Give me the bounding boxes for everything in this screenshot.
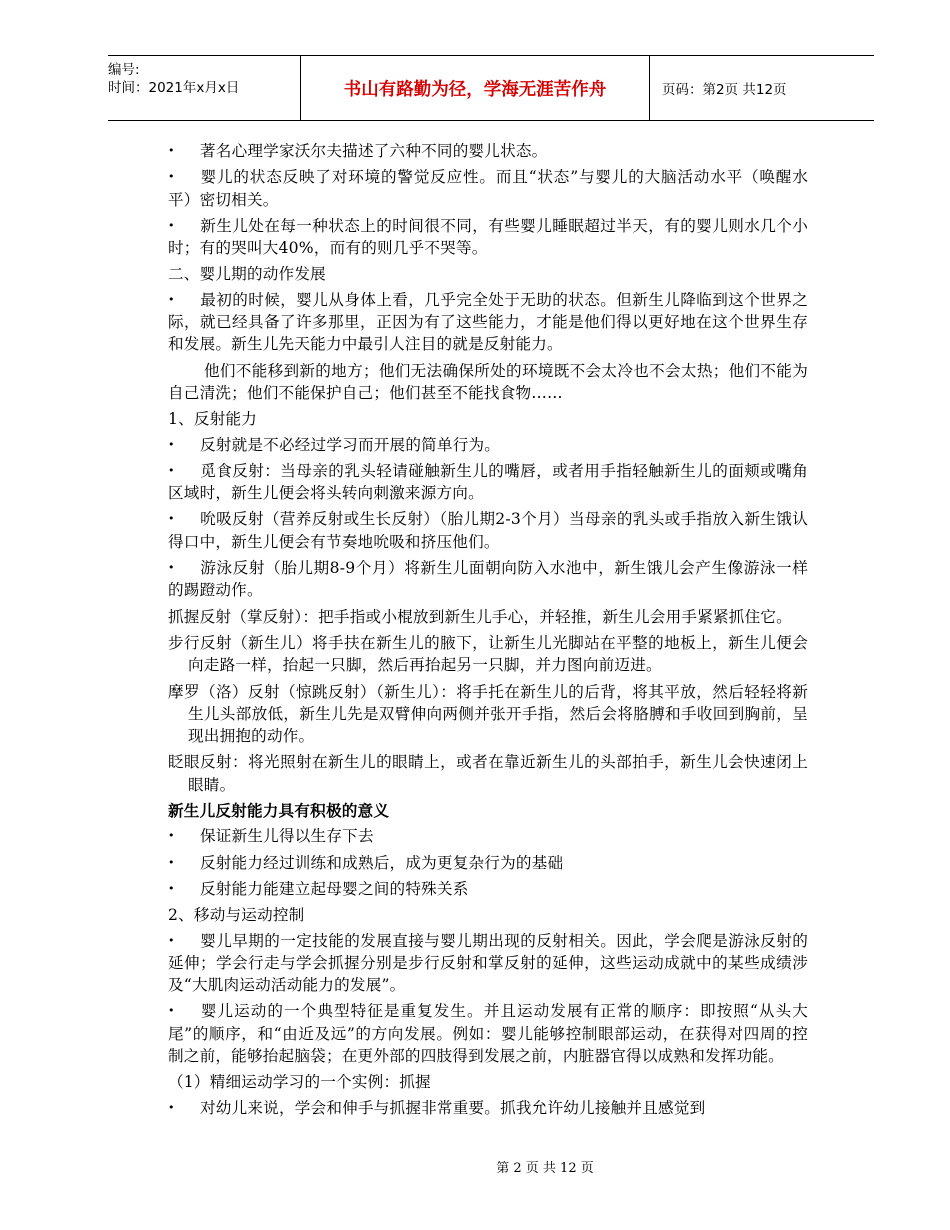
paragraph: 抓握反射（掌反射）：把手指或小棍放到新生儿手心，并轻推，新生儿会用手紧紧抓住它。 bbox=[168, 607, 792, 626]
paragraph-bullet: • 新生儿处在每一种状态上的时间很不同，有些婴儿睡眠超过半天，有的婴儿则水几个小时；有的哭叫大40%，而有的则几乎不哭等。 bbox=[168, 215, 808, 260]
paragraph-bullet: • 反射能力能建立起母婴之间的特殊关系 bbox=[168, 878, 808, 900]
section-heading: 二、婴儿期的动作发展 bbox=[168, 265, 326, 284]
date-label: 时间：2021年x月x日 bbox=[108, 80, 240, 96]
paragraph-hanging: 眨眼反射：将光照射在新生儿的眼睛上，或者在靠近新生儿的头部拍手，新生儿会快速闭上眼睛。 bbox=[168, 753, 808, 794]
header-motto: 书山有路勤为径，学海无涯苦作舟 bbox=[301, 56, 650, 120]
page-footer: 第 2 页 共 12 页 bbox=[496, 1161, 594, 1176]
paragraph-bullet: • 游泳反射（胎儿期8-9个月）将新生儿面朝向防入水池中，新生饿儿会产生像游泳一样的踢蹬动作。 bbox=[168, 557, 808, 602]
section-heading: （1）精细运动学习的一个实例：抓握 bbox=[168, 1073, 431, 1092]
paragraph-bullet: • 保证新生儿得以生存下去 bbox=[168, 825, 808, 847]
header-meta bbox=[108, 56, 301, 120]
serial-number-label: 编号: bbox=[108, 62, 140, 78]
header-page-info: 页码：第2页 共12页 bbox=[662, 82, 787, 98]
page-header bbox=[108, 55, 874, 121]
paragraph-bullet: • 婴儿的状态反映了对环境的警觉反应性。而且“状态”与婴儿的大脑活动水平（唤醒水平）密切相关。 bbox=[168, 166, 808, 211]
paragraph-bullet: • 著名心理学家沃尔夫描述了六种不同的婴儿状态。 bbox=[168, 140, 808, 162]
paragraph-hanging: 步行反射（新生儿）将手扶在新生儿的腋下，让新生儿光脚站在平整的地板上，新生儿便会向走路一样，抬起一只脚，然后再抬起另一只脚，并力图向前迈进。 bbox=[168, 633, 808, 675]
paragraph-bullet: • 吮吸反射（营养反射或生长反射）（胎儿期2-3个月）当母亲的乳头或手指放入新生饿认得口中，新生儿便会有节奏地吮吸和挤压他们。 bbox=[168, 508, 808, 553]
paragraph-bullet: • 反射就是不必经过学习而开展的简单行为。 bbox=[168, 434, 808, 456]
paragraph-hanging: 摩罗（洛）反射（惊跳反射）（新生儿）：将手托在新生儿的后背，将其平放，然后轻轻将新生儿头部放低，新生儿先是双臂伸向两侧并张开手指，然后会将胳膊和手收回到胸前，呈现出拥抱的动作。 bbox=[168, 682, 808, 746]
bold-heading: 新生儿反射能力具有积极的意义 bbox=[168, 801, 390, 821]
paragraph-bullet: • 对幼儿来说，学会和伸手与抓握非常重要。抓我允许幼儿接触并且感觉到 bbox=[168, 1097, 808, 1119]
paragraph-bullet: • 婴儿早期的一定技能的发展直接与婴儿期出现的反射相关。因此，学会爬是游泳反射的延伸；学会行走与学会抓握分别是步行反射和掌反射的延伸，这些运动成就中的某些成绩涉及“大肌肉运动活动能力的发展”。 bbox=[168, 930, 808, 997]
section-heading: 2、移动与运动控制 bbox=[168, 906, 305, 925]
paragraph-bullet: • 觅食反射：当母亲的乳头轻请碰触新生儿的嘴唇，或者用手指轻触新生儿的面颊或嘴角区域时，新生儿便会将头转向刺激来源方向。 bbox=[168, 460, 808, 505]
paragraph-bullet: • 最初的时候，婴儿从身体上看，几乎完全处于无助的状态。但新生儿降临到这个世界之际，就已经具备了许多那里，正因为有了这些能力，才能是他们得以更好地在这个世界生存和发展。新生儿先天能力中最引人注目的就是反射能力。 bbox=[168, 289, 808, 356]
paragraph-bullet: • 反射能力经过训练和成熟后，成为更复杂行为的基础 bbox=[168, 852, 808, 874]
paragraph-bullet: • 婴儿运动的一个典型特征是重复发生。并且运动发展有正常的顺序：即按照“从头大尾”的顺序，和“由近及远”的方向发展。例如：婴儿能够控制眼部运动，在获得对四周的控制之前，能够抬起脑袋；在更外部的四肢得到发展之前，内脏器官得以成熟和发挥功能。 bbox=[168, 1000, 808, 1067]
section-heading: 1、反射能力 bbox=[168, 410, 258, 429]
paragraph: 他们不能移到新的地方；他们无法确保所处的环境既不会太冷也不会太热；他们不能为自己清洗；他们不能保护自己；他们甚至不能找食物…… bbox=[168, 361, 808, 402]
document-body bbox=[168, 140, 808, 1123]
